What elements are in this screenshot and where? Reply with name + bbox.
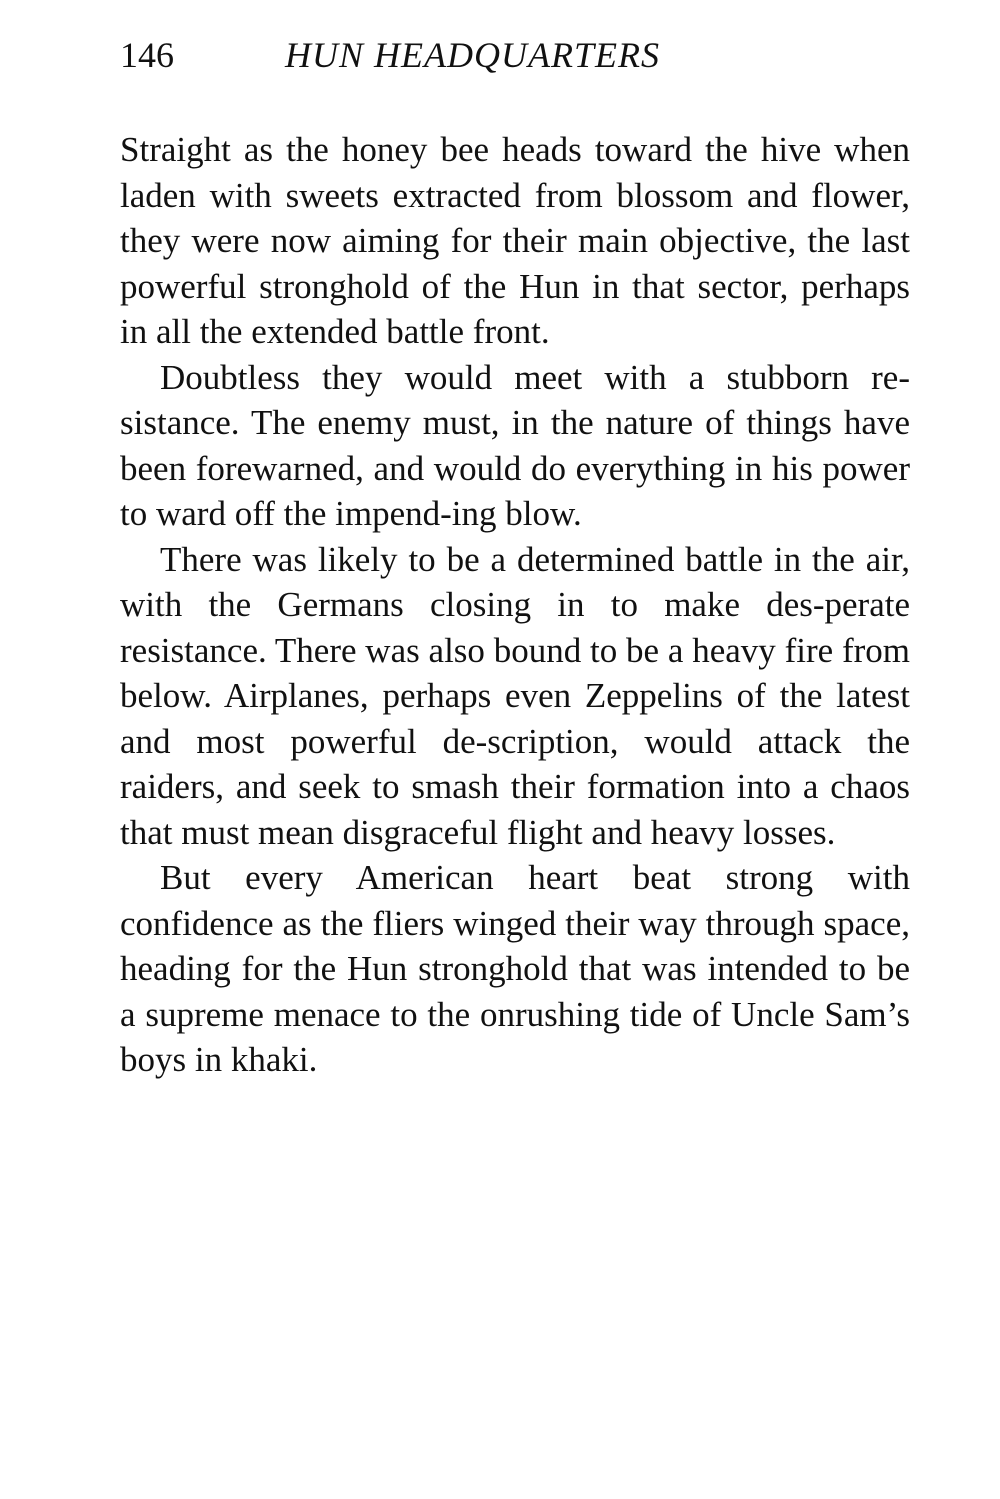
page-number: 146 [120, 35, 174, 75]
running-head [120, 30, 920, 80]
paragraph-2: Doubtless they would meet with a stubborn re-sistance. The enemy must, in the nature of things have been forewarned, and would do everything in his power to ward off the impend-ing blow. [120, 357, 910, 533]
paragraph-3: There was likely to be a determined battle in the air, with the Germans closing in to make des-perate resistance. There was also bound to be a heavy fire from below. Airplanes, perhaps even Zeppelins of the latest and most powerful de-scription, would attack the raiders, and seek to smash their formation into a chaos that must mean disgraceful flight and heavy losses. [120, 539, 910, 852]
paragraph-4: But every American heart beat strong with confidence as the fliers winged their way through space, heading for the Hun stronghold that was intended to be a supreme menace to the onrushing tide of Uncle Sam’s boys in khaki. [120, 858, 910, 1079]
running-title: HUN HEADQUARTERS [285, 35, 660, 75]
paragraph-1: Straight as the honey bee heads toward the hive when laden with sweets extracted from blossom and flower, they were now aiming for their main objective, the last powerful stronghold of the Hun in that sector, perhaps in all the extended battle front. [120, 130, 910, 351]
body-text [120, 127, 910, 1083]
